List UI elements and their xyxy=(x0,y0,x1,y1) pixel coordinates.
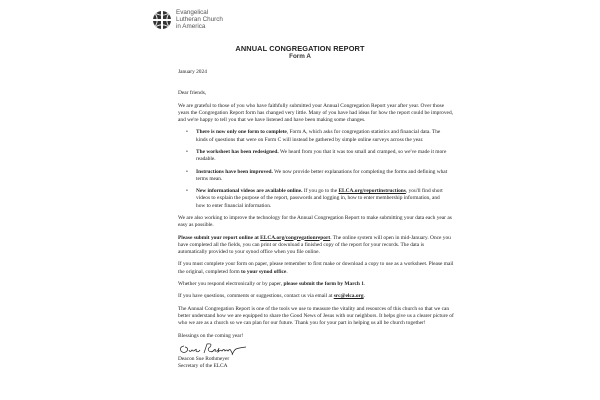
deadline-paragraph xyxy=(178,281,454,288)
submit-online-lead: Please submit your report online at xyxy=(178,234,261,241)
letter-body xyxy=(178,69,454,370)
intro-paragraph: We are grateful to those of you who have faithfully submitted your Annual Congregation Report year after year. Over those years the Congregation Report form has changed very little. Many of you have had ideas for how the report could be improved, and we're happy to tell you that we have listened and have been making some changes. xyxy=(178,102,453,123)
bullet-heading: The worksheet has been redesigned. xyxy=(196,148,279,155)
logo-line: Lutheran Church xyxy=(176,16,223,23)
elca-logo xyxy=(152,9,223,30)
bullet-icon: • xyxy=(186,148,188,155)
congregation-report-link[interactable]: ELCA.org/congregationreport xyxy=(260,234,331,241)
bullet-text: , Form A, which asks for congregation statistics and financial data. The kinds of questions that were on Form C will instead be gathered by simple online surveys across the year. xyxy=(196,129,441,143)
paper-text: If you must complete your form on paper, please remember to first make or download a copy to use as a worksheet. Please mail the original, completed form xyxy=(178,261,454,275)
deadline-text: Whether you respond electronically or by paper, xyxy=(178,280,284,287)
submit-online-paragraph xyxy=(178,235,454,257)
list-item xyxy=(178,149,454,163)
bullet-text: We now provide better explanations for completing the forms and defining what terms mean. xyxy=(196,168,448,182)
form-subtitle: Form A xyxy=(289,53,311,60)
closing-paragraph: The Annual Congregation Report is one of the tools we use to measure the vitality and resources of this church so that we can better understand how we are equipped to share the Good News of Jesus with our neighbors. It helps give us a clearer picture of who we are as a church so we can plan for our future. Thank you for your part in helping us all be church together! xyxy=(178,305,454,327)
list-item xyxy=(178,188,454,210)
list-item xyxy=(178,129,454,143)
signature xyxy=(178,342,454,356)
logo-line: in America xyxy=(176,23,206,30)
technology-paragraph: We are also working to improve the technology for the Annual Congregation Report to make submitting your data each year as easy as possible. xyxy=(178,214,452,229)
bullet-text: If you go to the xyxy=(302,188,339,195)
bullet-text: We heard from you that it was too small and cramped, so we've made it more readable. xyxy=(196,148,447,163)
contact-text: If you have questions, comments or suggestions, contact us via email at xyxy=(178,293,334,300)
paper-emphasis: to your synod office xyxy=(241,268,287,275)
bullet-text: , you'll find short videos to explain the purpose of the report, passwords and logging in, how to enter membership information, and how to enter financial information. xyxy=(196,188,443,209)
report-instructions-link[interactable]: ELCA.org/reportinstructions xyxy=(338,188,406,195)
greeting: Dear friends, xyxy=(178,90,207,97)
contact-paragraph xyxy=(178,293,454,300)
list-item xyxy=(178,169,454,183)
deadline-end: . xyxy=(363,280,366,287)
logo-line: Evangelical xyxy=(176,9,209,16)
bullet-heading: New informational videos are available online. xyxy=(196,188,303,195)
paper-end: . xyxy=(286,268,288,275)
email-link[interactable]: src@elca.org xyxy=(333,293,364,300)
changes-list xyxy=(178,129,454,209)
signer-title: Secretary of the ELCA xyxy=(178,362,228,369)
contact-end: . xyxy=(363,293,365,300)
signature-image xyxy=(178,342,248,356)
bullet-heading: There is now only one form to complete xyxy=(196,129,287,136)
report-title: ANNUAL CONGREGATION REPORT xyxy=(235,44,365,53)
signer-name: Deacon Sue Rothmeyer xyxy=(178,355,230,362)
deadline-emphasis: please submit the form by March 1 xyxy=(283,280,364,287)
logo-wordmark xyxy=(176,9,223,30)
bullet-icon: • xyxy=(186,168,188,175)
bullet-icon: • xyxy=(186,129,188,136)
bullet-icon: • xyxy=(186,188,188,195)
letter-date: January 2024 xyxy=(178,69,207,75)
blessing: Blessings on the coming year! xyxy=(178,332,244,339)
submit-online-text: . The online system will open in mid-January. Once you have completed all the fields, you can print or download a finished copy of the report for your records. The data is automatically provided to your synod office when you file online. xyxy=(178,234,451,255)
globe-cross-icon xyxy=(152,10,172,30)
bullet-heading: Instructions have been improved. xyxy=(196,168,273,175)
paper-paragraph xyxy=(178,261,454,275)
